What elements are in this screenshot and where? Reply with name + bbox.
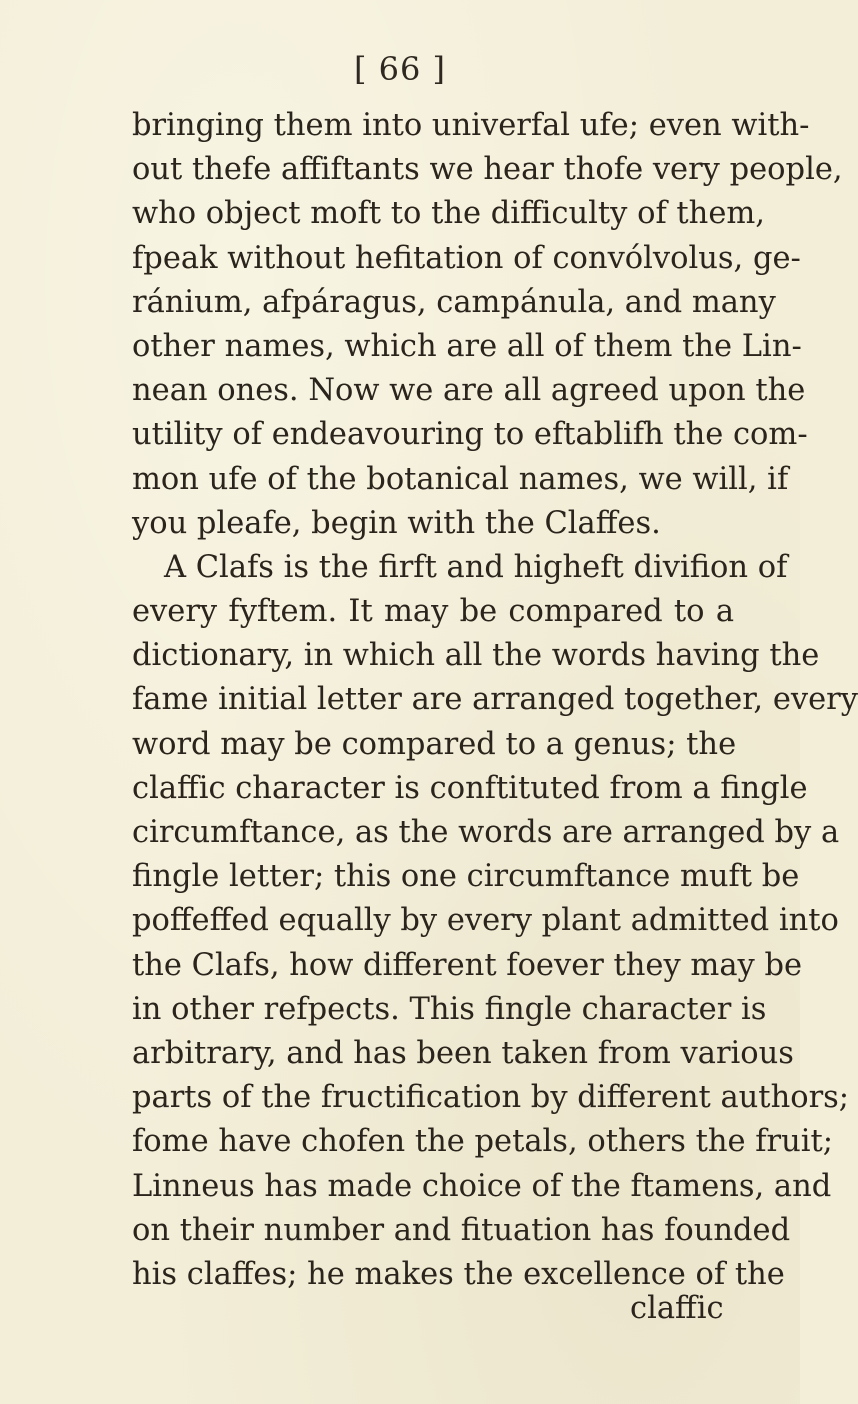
text-line: poffeffed equally by every plant admitted into <box>132 903 839 939</box>
text-line: out thefe affiftants we hear thofe very people, <box>132 152 843 188</box>
text-line: parts of the fructification by different authors; <box>132 1080 850 1116</box>
paragraph-start-line: A Clafs is the firft and higheft divifion of <box>164 549 788 585</box>
text-line: arbitrary, and has been taken from various <box>132 1035 794 1071</box>
page-number: [ 66 ] <box>353 50 447 88</box>
text-line: nean ones. Now we are all agreed upon the <box>132 373 806 409</box>
text-line: ránium, afpáragus, campánula, and many <box>132 284 776 320</box>
text-line: bringing them into univerfal ufe; even with- <box>132 108 810 143</box>
text-line: word may be compared to a genus; the <box>132 726 737 762</box>
text-line: other names, which are all of them the Lin- <box>132 328 802 364</box>
catchword: claffic <box>630 1291 724 1326</box>
text-line: mon ufe of the botanical names, we will, if <box>132 461 789 497</box>
text-line: you pleafe, begin with the Claffes. <box>132 505 661 541</box>
text-line: every fyftem. It may be compared to a <box>132 594 734 630</box>
text-line: utility of endeavouring to eftablifh the com- <box>132 417 808 453</box>
text-line: fome have chofen the petals, others the fruit; <box>132 1124 834 1160</box>
text-line: his claffes; he makes the excellence of the <box>132 1256 785 1292</box>
text-line: who object moft to the difficulty of them, <box>132 196 765 232</box>
text-line: fame initial letter are arranged together, every <box>132 682 858 718</box>
text-line: Linneus has made choice of the ftamens, and <box>132 1168 832 1204</box>
body-text <box>132 104 858 1297</box>
text-line: dictionary, in which all the words having the <box>132 638 820 674</box>
text-line: claffic character is conftituted from a fingle <box>132 770 808 806</box>
text-line: the Clafs, how different foever they may be <box>132 947 803 983</box>
text-line: on their number and fituation has founded <box>132 1212 791 1248</box>
text-line: in other refpects. This fingle character is <box>132 991 767 1027</box>
text-line: fpeak without hefitation of convólvolus, ge- <box>132 240 801 276</box>
text-line: fingle letter; this one circumftance muft be <box>132 859 800 895</box>
text-line: circumftance, as the words are arranged by a <box>132 815 840 850</box>
